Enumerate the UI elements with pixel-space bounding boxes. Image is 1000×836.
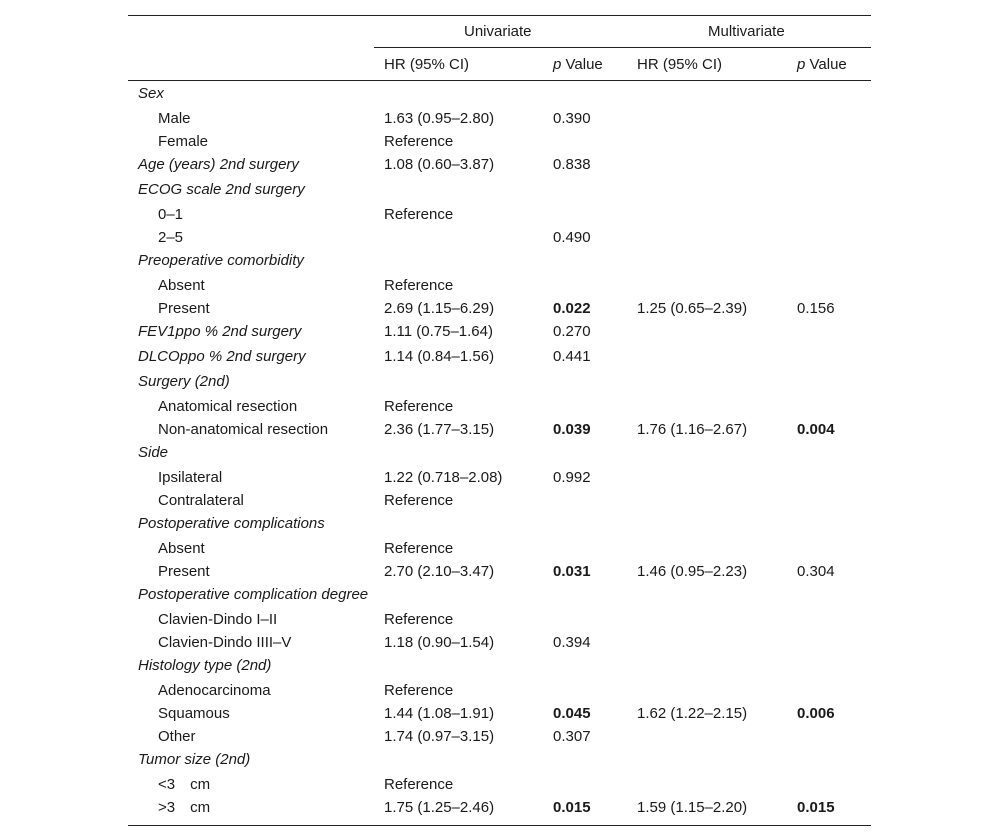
row-label: 0–1 — [158, 206, 184, 223]
group-label: FEV1ppo % 2nd surgery — [138, 323, 302, 340]
group-label: Age (years) 2nd surgery — [138, 156, 299, 173]
group-label: Histology type (2nd) — [138, 657, 272, 674]
group-label: Sex — [138, 85, 164, 102]
univariate-p-value: 0.394 — [553, 634, 591, 651]
univariate-hr: Reference — [384, 492, 454, 509]
row-label: Adenocarcinoma — [158, 682, 271, 699]
univariate-hr: Reference — [384, 611, 454, 628]
univariate-hr: Reference — [384, 133, 454, 150]
row-label: <3 cm — [158, 776, 211, 793]
univariate-hr: Reference — [384, 682, 454, 699]
group-label: Side — [138, 444, 169, 461]
univariate-hr: 1.74 (0.97–3.15) — [384, 728, 495, 745]
univariate-p-value: 0.270 — [553, 323, 591, 340]
univariate-hr: 2.70 (2.10–3.47) — [384, 563, 495, 580]
row-label: Clavien-Dindo IIII–V — [158, 634, 292, 651]
header-univariate: Univariate — [464, 23, 532, 40]
header-bottom-rule — [128, 80, 871, 81]
row-label: Absent — [158, 540, 205, 557]
row-label: Clavien-Dindo I–II — [158, 611, 278, 628]
univariate-p-value: 0.039 — [553, 421, 591, 438]
row-label: Male — [158, 110, 191, 127]
header-uni-hr: HR (95% CI) — [384, 56, 470, 73]
row-label: Present — [158, 563, 210, 580]
univariate-p-value: 0.045 — [553, 705, 591, 722]
row-label: Non-anatomical resection — [158, 421, 329, 438]
univariate-p-value: 0.022 — [553, 300, 591, 317]
top-rule — [128, 15, 871, 16]
group-label: Postoperative complication degree — [138, 586, 369, 603]
row-label: Present — [158, 300, 210, 317]
univariate-hr: 2.69 (1.15–6.29) — [384, 300, 495, 317]
group-label: DLCOppo % 2nd surgery — [138, 348, 306, 365]
row-label: Ipsilateral — [158, 469, 223, 486]
row-label: 2–5 — [158, 229, 184, 246]
multivariate-p-value: 0.004 — [797, 421, 835, 438]
header-multi-hr: HR (95% CI) — [637, 56, 723, 73]
row-label: Contralateral — [158, 492, 244, 509]
row-label: Female — [158, 133, 209, 150]
univariate-hr: 1.14 (0.84–1.56) — [384, 348, 495, 365]
group-label: Surgery (2nd) — [138, 373, 230, 390]
univariate-hr: Reference — [384, 206, 454, 223]
bottom-rule — [128, 825, 871, 826]
univariate-hr: Reference — [384, 398, 454, 415]
univariate-p-value: 0.307 — [553, 728, 591, 745]
row-label: Absent — [158, 277, 205, 294]
row-label: Anatomical resection — [158, 398, 298, 415]
group-label: Preoperative comorbidity — [138, 252, 304, 269]
header-multi-p: p Value — [797, 56, 847, 73]
univariate-p-value: 0.015 — [553, 799, 591, 816]
univariate-p-value: 0.441 — [553, 348, 591, 365]
multivariate-hr: 1.25 (0.65–2.39) — [637, 300, 748, 317]
row-label: >3 cm — [158, 799, 211, 816]
univariate-hr: 1.18 (0.90–1.54) — [384, 634, 495, 651]
univariate-p-value: 0.490 — [553, 229, 591, 246]
univariate-p-value: 0.031 — [553, 563, 591, 580]
univariate-hr: Reference — [384, 776, 454, 793]
multivariate-hr: 1.59 (1.15–2.20) — [637, 799, 748, 816]
univariate-hr: 2.36 (1.77–3.15) — [384, 421, 495, 438]
group-header-rule — [374, 47, 871, 48]
univariate-hr: Reference — [384, 277, 454, 294]
header-uni-p: p Value — [553, 56, 603, 73]
multivariate-hr: 1.76 (1.16–2.67) — [637, 421, 748, 438]
univariate-hr: Reference — [384, 540, 454, 557]
group-label: ECOG scale 2nd surgery — [138, 181, 305, 198]
multivariate-p-value: 0.015 — [797, 799, 835, 816]
multivariate-p-value: 0.304 — [797, 563, 835, 580]
row-label: Other — [158, 728, 196, 745]
univariate-hr: 1.08 (0.60–3.87) — [384, 156, 495, 173]
group-label: Postoperative complications — [138, 515, 325, 532]
group-label: Tumor size (2nd) — [138, 751, 251, 768]
univariate-hr: 1.22 (0.718–2.08) — [384, 469, 503, 486]
multivariate-hr: 1.46 (0.95–2.23) — [637, 563, 748, 580]
univariate-hr: 1.44 (1.08–1.91) — [384, 705, 495, 722]
univariate-hr: 1.63 (0.95–2.80) — [384, 110, 495, 127]
multivariate-p-value: 0.006 — [797, 705, 835, 722]
header-multivariate: Multivariate — [708, 23, 785, 40]
univariate-p-value: 0.992 — [553, 469, 591, 486]
univariate-hr: 1.11 (0.75–1.64) — [384, 323, 493, 340]
multivariate-hr: 1.62 (1.22–2.15) — [637, 705, 748, 722]
univariate-hr: 1.75 (1.25–2.46) — [384, 799, 495, 816]
univariate-p-value: 0.838 — [553, 156, 591, 173]
univariate-p-value: 0.390 — [553, 110, 591, 127]
row-label: Squamous — [158, 705, 230, 722]
multivariate-p-value: 0.156 — [797, 300, 835, 317]
